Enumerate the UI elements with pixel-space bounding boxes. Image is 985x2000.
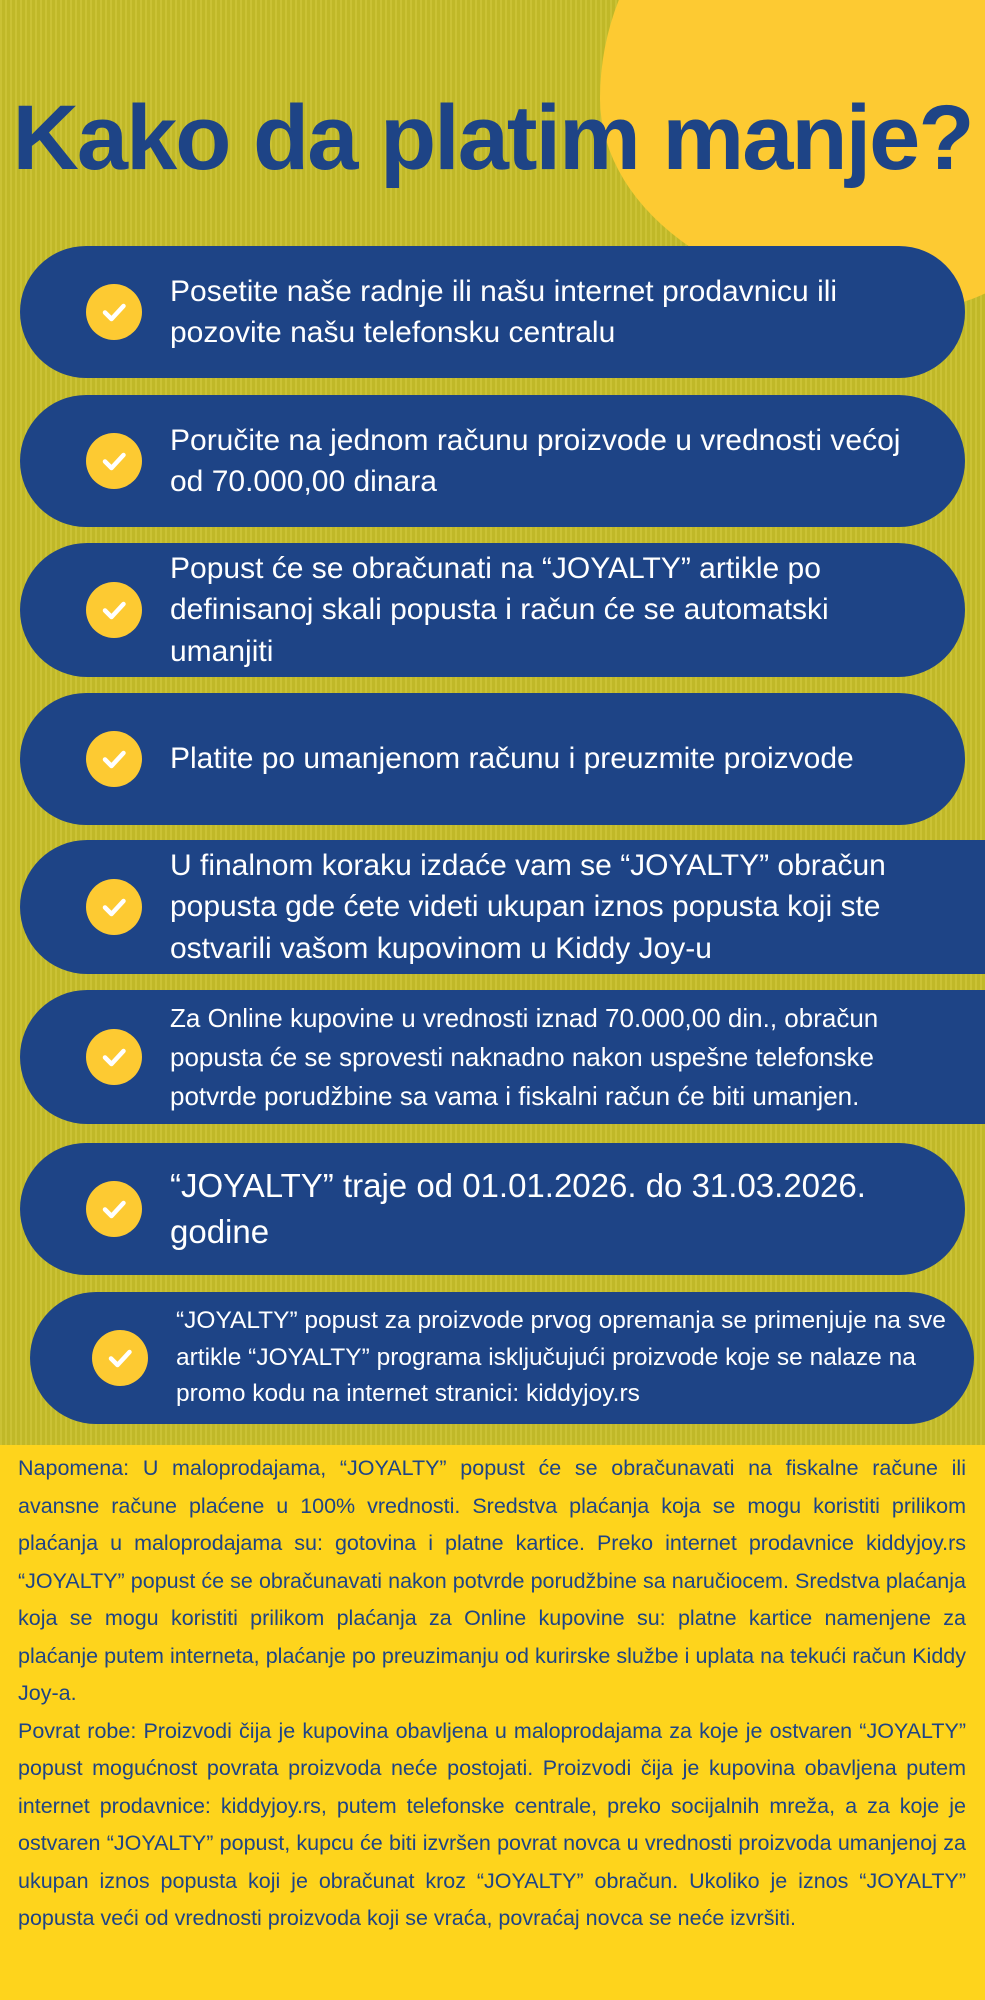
check-icon [86, 731, 142, 787]
povrat-paragraph: Povrat robe: Proizvodi čija je kupovina obavljena u maloprodajama za koje je ostvaren “JOYALTY” popust mogućnost povrata proizvoda neće postojati. Proizvodi čija je kupovina obavljena putem internet prodavnice: kiddyjoy.rs, putem telefonske centrale, preko socijalnih mreža, a za koje je ostvaren “JOYALTY” popust, kupcu će biti izvršen povrat novca u vrednosti proizvoda umanjenoj za ukupan iznos popusta koji je obračunat kroz “JOYALTY” obračun. Ukoliko je iznos “JOYALTY” popusta veći od vrednosti proizvoda koji se vraća, povraćaj novca se neće izvršiti. [18, 1718, 966, 1930]
step-text: U finalnom koraku izdaće vam se “JOYALTY” obračun popusta gde ćete videti ukupan iznos popusta koji ste ostvarili vašom kupovinom u Kiddy Joy-u [170, 848, 886, 965]
step-2 [20, 395, 965, 527]
step-text: Posetite naše radnje ili našu internet prodavnicu ili pozovite našu telefonsku centralu [170, 274, 838, 349]
step-7 [20, 1143, 965, 1275]
step-text: Poručite na jednom računu proizvode u vrednosti većoj od 70.000,00 dinara [170, 423, 901, 498]
step-3 [20, 543, 965, 677]
napomena-paragraph: Napomena: U maloprodajama, “JOYALTY” popust će se obračunavati na fiskalne račune ili avansne račune plaćene u 100% vrednosti. Sredstva plaćanja koja se mogu koristiti prilikom plaćanja u maloprodajama su: gotovina i platne kartice. Preko internet prodavnice kiddyjoy.rs “JOYALTY” popust će se obračunavati nakon potvrde porudžbine sa naručiocem. Sredstva plaćanja koja se mogu koristiti prilikom plaćanja za Online kupovine su: platne kartice namenjene za plaćanje putem interneta, plaćanje po preuzimanju od kurirske službe i uplata na tekući račun Kiddy Joy-a. [18, 1456, 966, 1705]
check-icon [86, 1029, 142, 1085]
step-text: “JOYALTY” traje od 01.01.2026. do 31.03.2026. godine [170, 1167, 866, 1250]
step-text: Platite po umanjenom računu i preuzmite proizvode [170, 742, 854, 776]
check-icon [86, 879, 142, 935]
step-text: Za Online kupovine u vrednosti iznad 70.000,00 din., obračun popusta će se sprovesti naknadno nakon uspešne telefonske potvrde porudžbine sa vama i fiskalni račun će biti umanjen. [170, 1002, 879, 1111]
step-8 [30, 1292, 974, 1424]
check-icon [86, 433, 142, 489]
step-text: “JOYALTY” popust za proizvode prvog opremanja se primenjuje na sve artikle “JOYALTY” programa isključujući proizvode koje se nalaze na promo kodu na internet stranici: kiddyjoy.rs [176, 1306, 946, 1408]
page-title: Kako da platim manje? [12, 87, 973, 189]
step-1 [20, 246, 965, 378]
check-icon [92, 1330, 148, 1386]
notes-section [18, 1450, 966, 1938]
check-icon [86, 284, 142, 340]
step-5 [20, 840, 985, 974]
step-6 [20, 990, 985, 1124]
check-icon [86, 1181, 142, 1237]
step-4 [20, 693, 965, 825]
step-text: Popust će se obračunati na “JOYALTY” artikle po definisanoj skali popusta i račun će se automatski umanjiti [170, 551, 829, 668]
check-icon [86, 582, 142, 638]
